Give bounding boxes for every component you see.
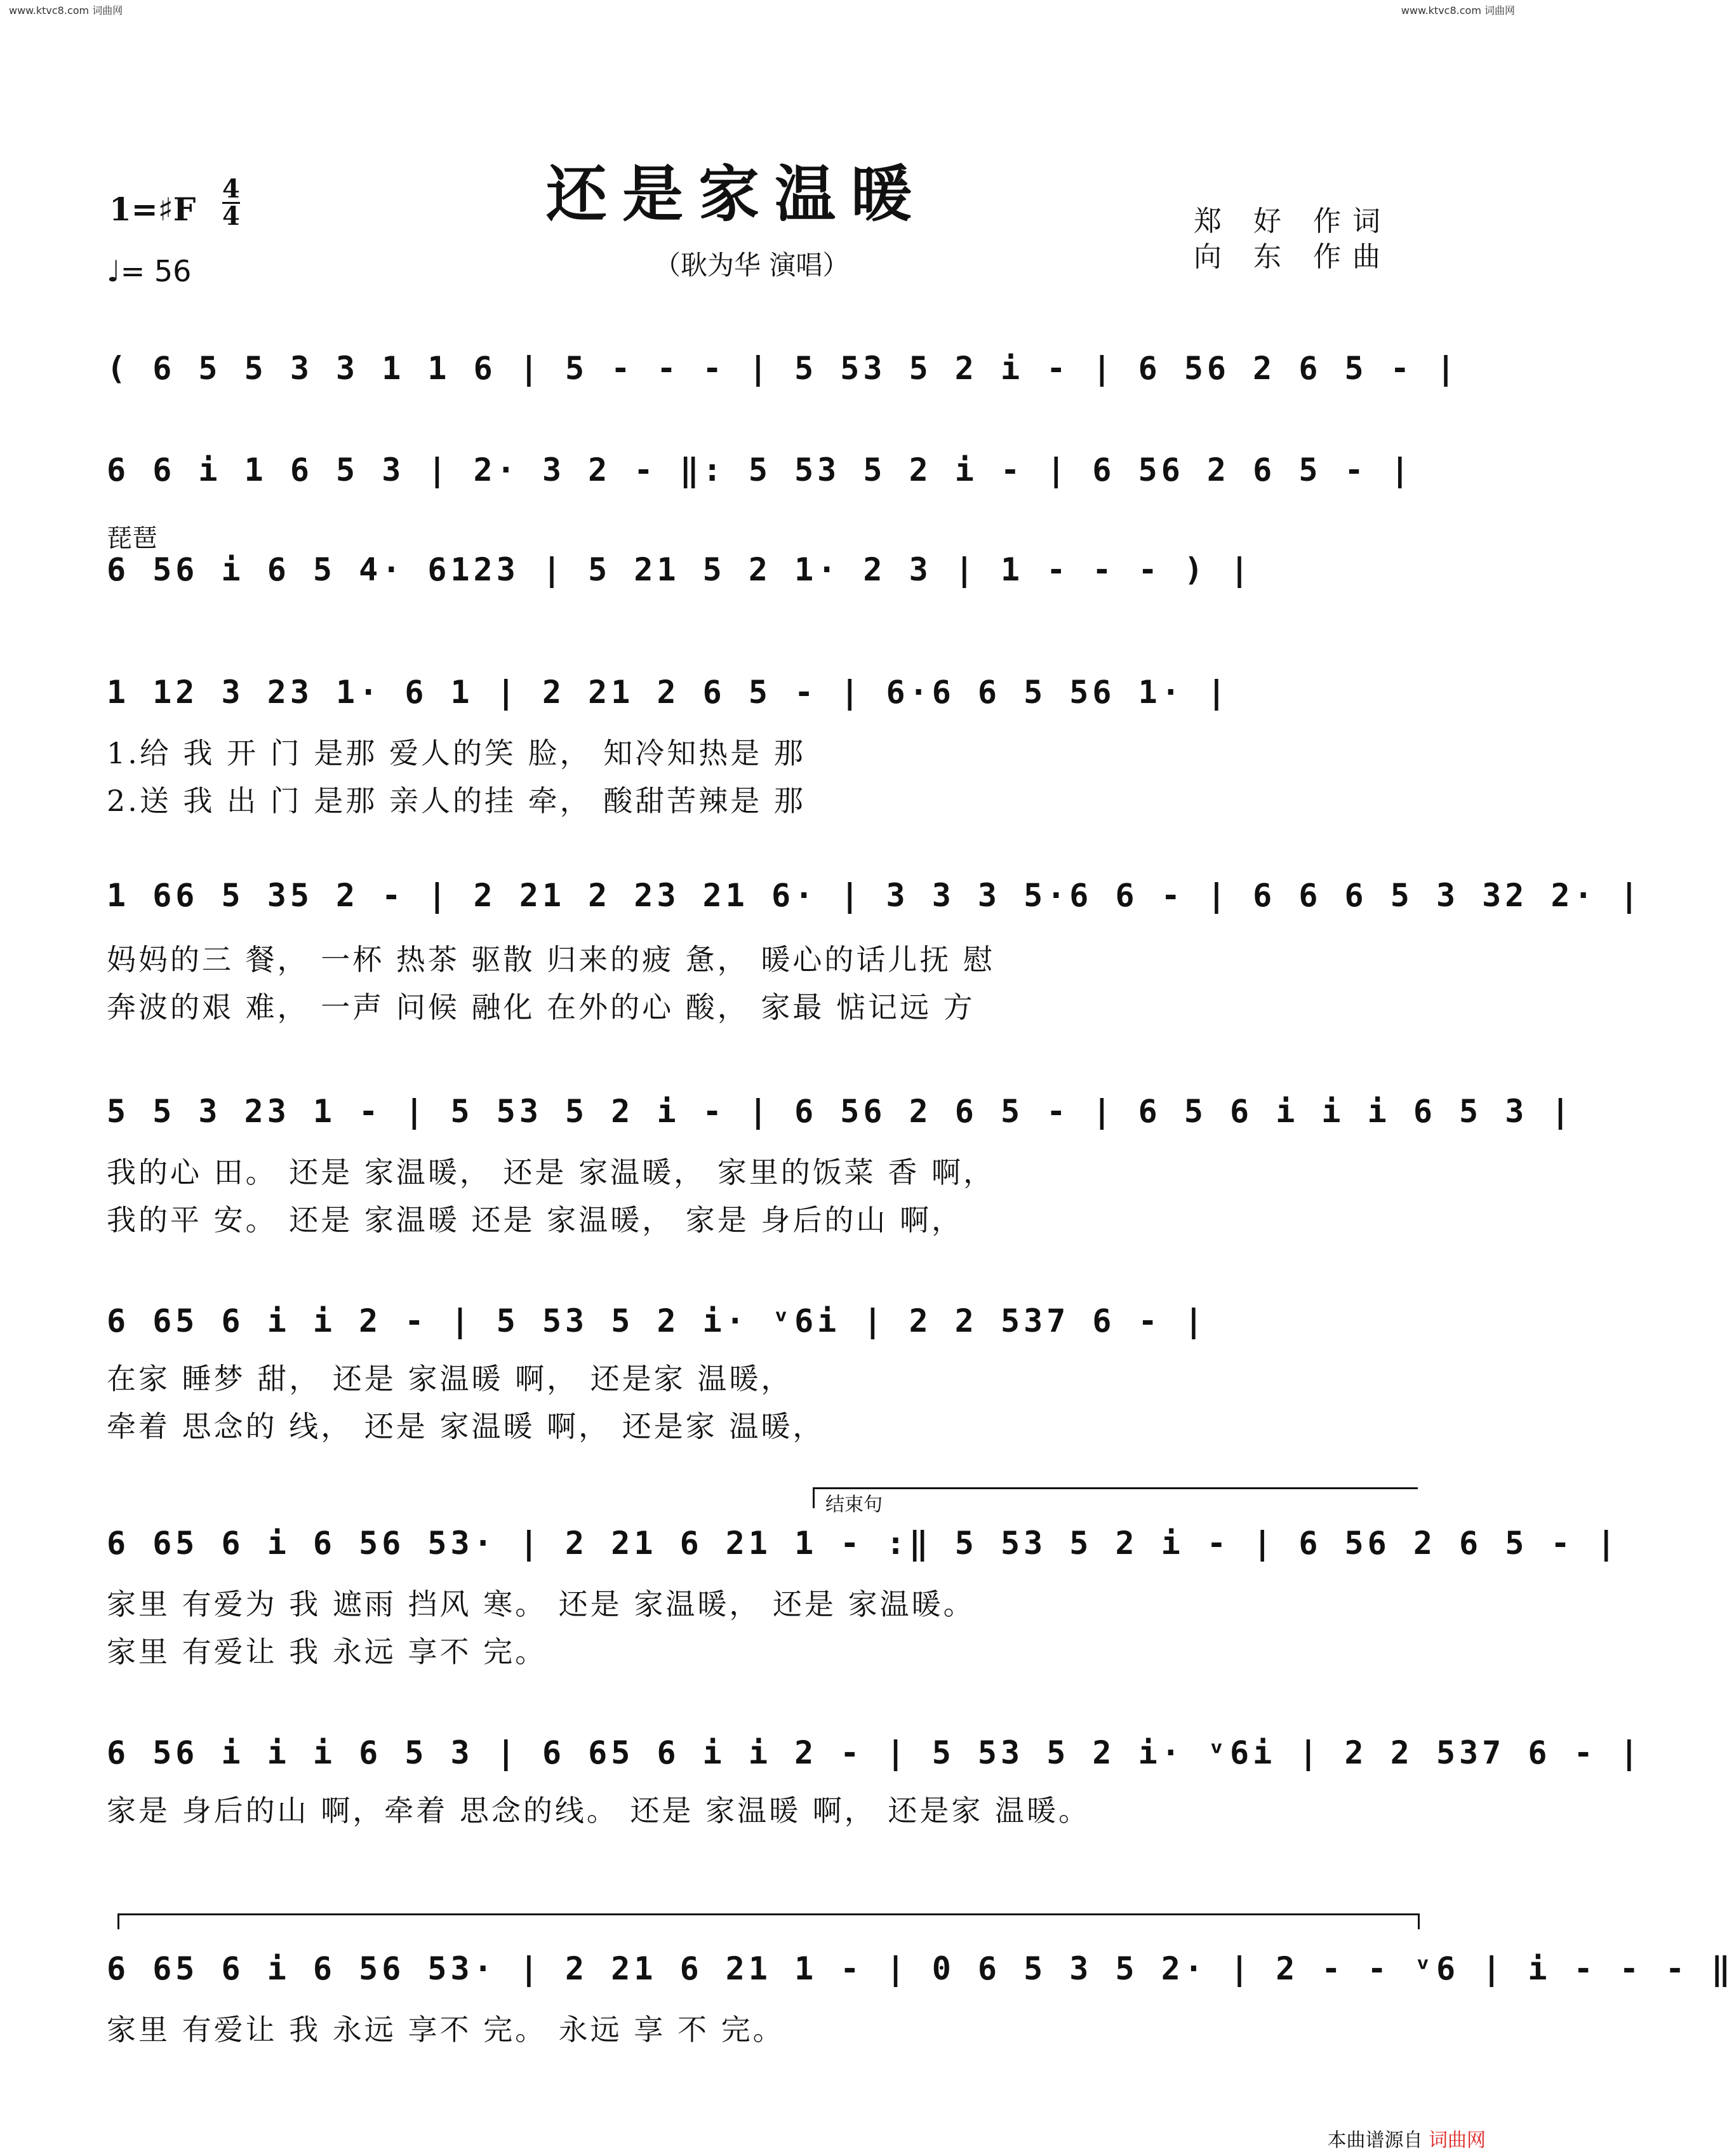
watermark-bottom xyxy=(1327,2124,1486,2152)
ending-label: 结束句 xyxy=(825,1494,883,1516)
notes-line-6: 5 5 3 23 1 - | 5 53 5 2 i - | 6 56 2 6 5 - | 6 5 6 i i i 6 5 3 | xyxy=(107,1093,1574,1130)
notes-line-1: ( 6 5 5 3 3 1 1 6 | 5 - - - | 5 53 5 2 i - | 6 56 2 6 5 - | xyxy=(107,350,1460,387)
score-line-1 xyxy=(107,346,1460,397)
score-line-6 xyxy=(107,1089,1574,1237)
watermark-bottom-text: 本曲谱源自 xyxy=(1327,2129,1423,2152)
notes-line-5: 1 66 5 35 2 - | 2 21 2 23 21 6· | 3 3 3 5·6 6 - | 6 6 6 5 3 32 2· | xyxy=(107,877,1643,914)
score-line-7 xyxy=(107,1299,1421,1443)
watermark-brand: 词曲网 xyxy=(1429,2129,1486,2152)
tempo-marking: ♩= 56 xyxy=(107,254,192,288)
lyrics-line-8-verse-2: 家里 有爱让 我 永远 享不 完。 xyxy=(107,1635,547,1669)
time-bottom: 4 xyxy=(222,201,240,231)
score-line-8 xyxy=(107,1521,1620,1669)
lyrics-line-8-verse-1: 家里 有爱为 我 遮雨 挡风 寒。 还是 家温暖， 还是 家温暖。 xyxy=(107,1587,975,1621)
ending-bracket xyxy=(813,1487,1418,1508)
notes-line-10: 6 65 6 i 6 56 53· | 2 21 6 21 1 - | 0 6 5 3 5 2· | 2 - - ᵛ6 | i - - - ‖ xyxy=(107,1950,1734,1987)
watermark-top-left: www.ktvc8.com 词曲网 xyxy=(9,4,123,17)
score-line-3 xyxy=(107,547,1421,598)
lyricist-credit: 郑 好 作词 xyxy=(1194,205,1392,238)
song-title: 还是家温暖 xyxy=(546,158,927,230)
lyrics-line-4-verse-1: 1.给 我 开 门 是那 爱人的笑 脸， 知冷知热是 那 xyxy=(107,736,806,770)
score-line-4 xyxy=(107,670,1421,818)
notes-line-3: 6 56 i 6 5 4· 6123 | 5 21 5 2 1· 2 3 | 1 - - - ) | xyxy=(107,551,1253,588)
lyrics-line-5-verse-1: 妈妈的三 餐， 一杯 热茶 驱散 归来的疲 惫， 暖心的话儿抚 慰 xyxy=(107,942,995,977)
lyrics-line-5-verse-2: 奔波的艰 难， 一声 问候 融化 在外的心 酸， 家最 惦记远 方 xyxy=(107,990,975,1024)
notes-line-4: 1 12 3 23 1· 6 1 | 2 21 2 6 5 - | 6·6 6 5 56 1· | xyxy=(107,674,1230,711)
composer-credit: 向 东 作曲 xyxy=(1194,241,1392,273)
notes-line-7: 6 65 6 i i 2 - | 5 53 5 2 i· ᵛ6i | 2 2 537 6 - | xyxy=(107,1302,1207,1339)
time-signature xyxy=(222,174,240,231)
notes-line-8: 6 65 6 i 6 56 53· | 2 21 6 21 1 - :‖ 5 53 5 2 i - | 6 56 2 6 5 - | xyxy=(107,1525,1620,1562)
time-top: 4 xyxy=(222,174,240,204)
lyrics-line-10: 家里 有爱让 我 永远 享不 完。 永远 享 不 完。 xyxy=(107,2012,785,2047)
pipa-label: 琵琶 xyxy=(107,524,157,553)
score-line-10 xyxy=(107,1946,1734,2048)
notes-line-9: 6 56 i i i 6 5 3 | 6 65 6 i i 2 - | 5 53 5 2 i· ᵛ6i | 2 2 537 6 - | xyxy=(107,1734,1643,1771)
score-line-2 xyxy=(107,448,1421,499)
lyrics-line-9: 家是 身后的山 啊，牵着 思念的线。 还是 家温暖 啊， 还是家 温暖。 xyxy=(107,1793,1090,1828)
watermark-top-right: www.ktvc8.com 词曲网 xyxy=(1401,4,1515,17)
lyrics-line-6-verse-1: 我的心 田。 还是 家温暖， 还是 家温暖， 家里的饭菜 香 啊， xyxy=(107,1155,995,1189)
coda-bracket xyxy=(117,1913,1420,1929)
score-line-5 xyxy=(107,873,1643,1024)
singer-subtitle: （耿为华 演唱） xyxy=(654,250,850,281)
lyrics-line-7-verse-2: 牵着 思念的 线， 还是 家温暖 啊， 还是家 温暖， xyxy=(107,1409,825,1443)
notes-line-2: 6 6 i 1 6 5 3 | 2· 3 2 - ‖: 5 53 5 2 i - | 6 56 2 6 5 - | xyxy=(107,452,1413,488)
lyrics-line-4-verse-2: 2.送 我 出 门 是那 亲人的挂 牵， 酸甜苦辣是 那 xyxy=(107,784,806,818)
score-line-9 xyxy=(107,1731,1643,1832)
lyrics-line-7-verse-1: 在家 睡梦 甜， 还是 家温暖 啊， 还是家 温暖， xyxy=(107,1362,793,1396)
key-signature: 1=♯F xyxy=(109,191,196,228)
lyrics-line-6-verse-2: 我的平 安。 还是 家温暖 还是 家温暖， 家是 身后的山 啊， xyxy=(107,1203,963,1237)
